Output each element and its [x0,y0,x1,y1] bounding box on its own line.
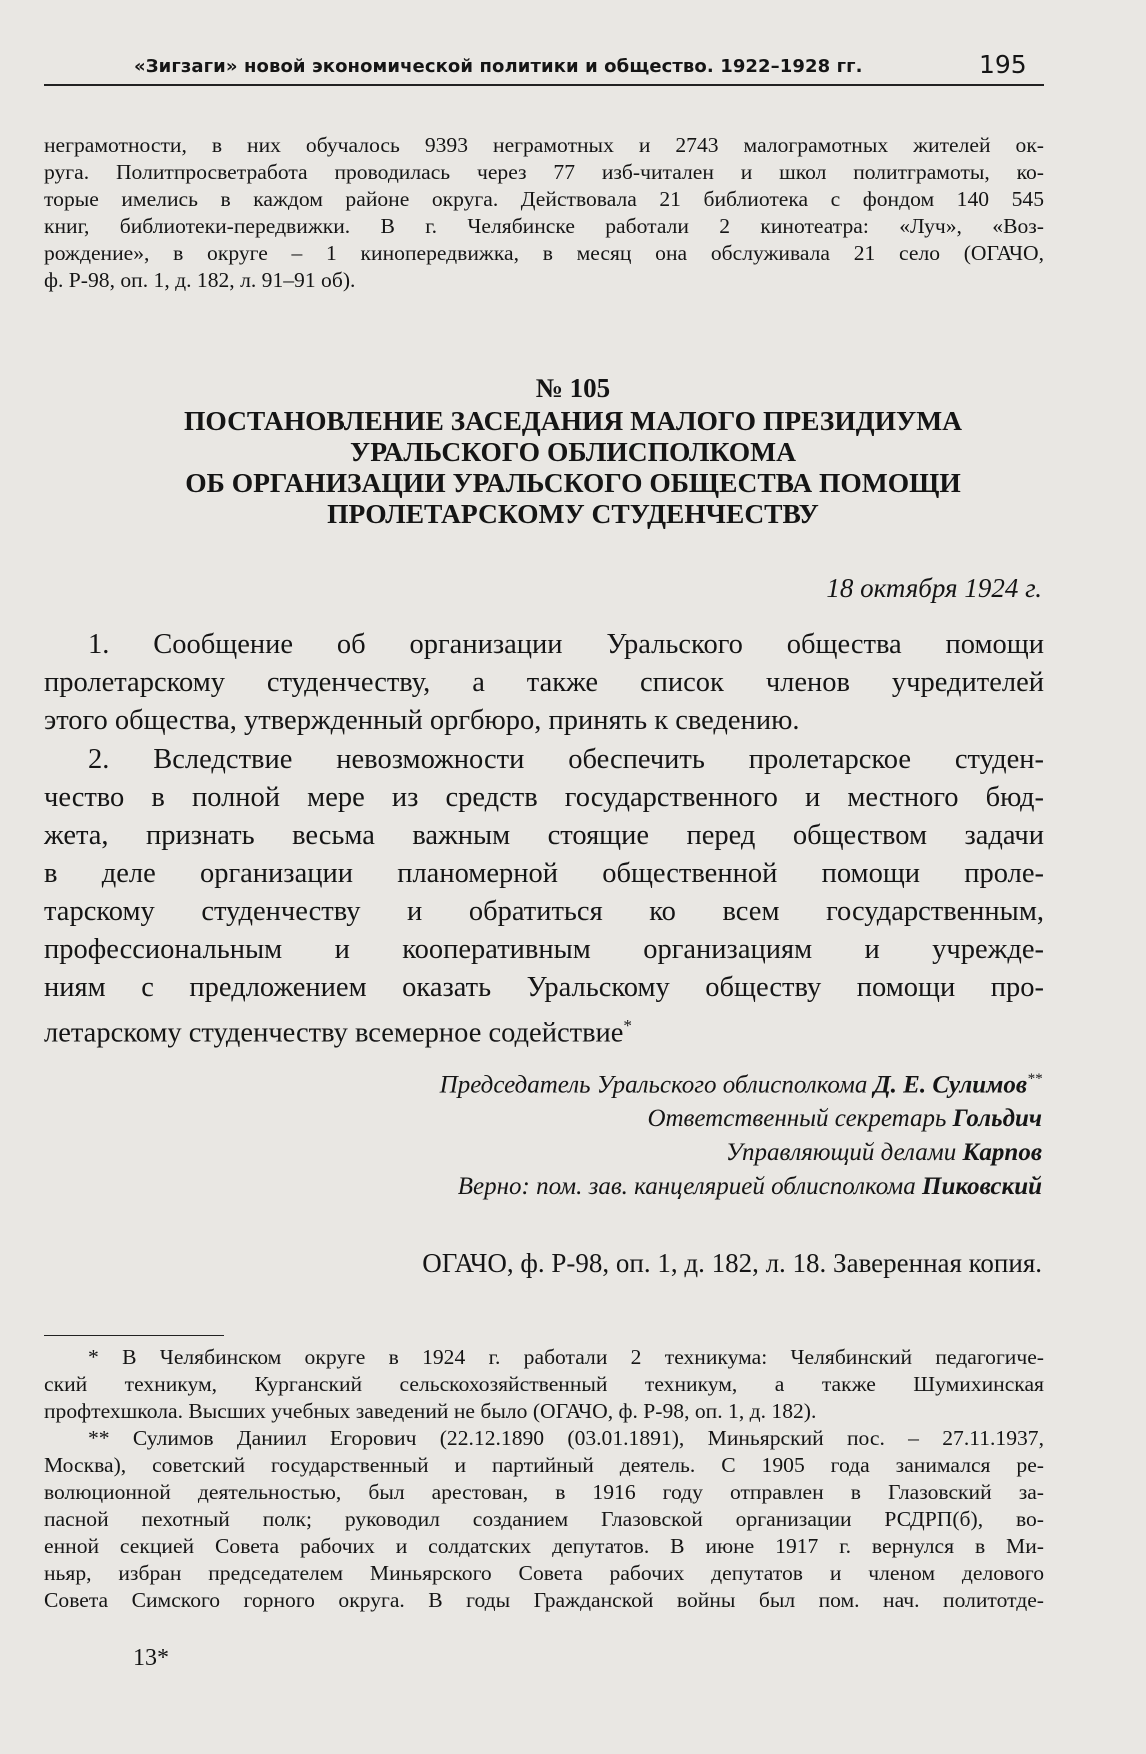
text-line: чество в полной мере из средств государственного и местного бюд- [44,782,1044,813]
title-line: ПОСТАНОВЛЕНИЕ ЗАСЕДАНИЯ МАЛОГО ПРЕЗИДИУМА [183,405,963,436]
document-number: № 105 [535,373,611,403]
intro-paragraph [44,132,1044,294]
footnote-divider [44,1335,224,1336]
paragraph-2 [44,741,1044,1053]
text-line: * В Челябинском округе в 1924 г. работали 2 техникума: Челябинский педагогиче- [88,1345,1044,1369]
paragraph-2-last-line: летарскому студенчеству всемерное содействие [44,1017,624,1049]
text-line: в деле организации планомерной общественной помощи проле- [44,858,1044,889]
text-line: 2. Вследствие невозможности обеспечить пролетарское студен- [88,744,1044,775]
text-line: тарскому студенчеству и обратиться ко всем государственным, [44,896,1044,927]
text-line: ньяр, избран председателем Миньярского Совета рабочих депутатов и членом делового [44,1561,1044,1585]
signature-line [44,1062,1042,1102]
text-line: Москва), советский государственный и партийный деятель. С 1905 года занимался ре- [44,1453,1044,1477]
footnotes [44,1344,1044,1614]
text-line: книг, библиотеки-передвижки. В г. Челябинске работали 2 кинотеатра: «Луч», «Воз- [44,214,1044,238]
signature-role: Председатель Уральского облисполкома [439,1071,868,1099]
signature-role: Ответственный секретарь [647,1105,947,1133]
text-line: Совета Симского горного округа. В годы Гражданской войны был пом. нач. политотде- [44,1588,1044,1612]
signature-role: Верно: пом. зав. канцелярией облисполкома [457,1173,916,1201]
signature-line [44,1136,1042,1170]
title-line: ПРОЛЕТАРСКОМУ СТУДЕНЧЕСТВУ [327,498,819,529]
signature-name: Гольдич [952,1105,1042,1133]
text-line: ниям с предложением оказать Уральскому обществу помощи про- [44,972,1044,1003]
text-line: профессиональным и кооперативным организациям и учрежде- [44,934,1044,965]
footnote-ref-1: * [623,1016,632,1035]
running-head-title: «Зигзаги» новой экономической политики и общество. 1922–1928 гг. [134,56,863,77]
text-line: ф. Р-98, оп. 1, д. 182, л. 91–91 об). [44,268,356,292]
signature-name: Д. Е. Сулимов [873,1071,1027,1099]
signature-line [44,1102,1042,1136]
signature-name: Пиковский [922,1173,1042,1201]
paragraph-1 [44,626,1044,740]
document-date: 18 октября 1924 г. [826,573,1042,603]
text-line: 1. Сообщение об организации Уральского общества помощи [88,629,1044,660]
running-head-rule [44,84,1044,86]
text-line: ** Сулимов Даниил Егорович (22.12.1890 (03.01.1891), Миньярский пос. – 27.11.1937, [88,1426,1044,1450]
footnote-2 [44,1425,1044,1614]
text-line: пасной пехотный полк; руководил созданием Глазовской организации РСДРП(б), во- [44,1507,1044,1531]
printer-signature-mark: 13* [133,1645,169,1671]
text-line: торые имелись в каждом районе округа. Действовала 21 библиотека с фондом 140 545 [44,187,1044,211]
text-line: неграмотности, в них обучалось 9393 неграмотных и 2743 малограмотных жителей ок- [44,133,1044,157]
text-line: волюционной деятельностью, был арестован, в 1916 году отправлен в Глазовский за- [44,1480,1044,1504]
signature-line [44,1170,1042,1204]
document-title [60,405,1086,529]
footnote-1 [44,1344,1044,1425]
running-head [44,50,1044,86]
page-number: 195 [979,50,1027,79]
text-line: этого общества, утвержденный оргбюро, принять к сведению. [44,705,800,736]
title-line: ОБ ОРГАНИЗАЦИИ УРАЛЬСКОГО ОБЩЕСТВА ПОМОЩИ [185,467,961,498]
footnote-ref-2: ** [1027,1071,1042,1087]
text-line: профтехшкола. Высших учебных заведений не было (ОГАЧО, ф. Р-98, оп. 1, д. 182). [44,1399,817,1423]
text-line: руга. Политпросветработа проводилась через 77 изб-читален и школ политграмоты, ко- [44,160,1044,184]
text-line [44,1007,1044,1053]
signature-name: Карпов [962,1139,1042,1167]
title-line: УРАЛЬСКОГО ОБЛИСПОЛКОМА [350,436,796,467]
text-line: енной секцией Совета рабочих и солдатских депутатов. В июне 1917 г. вернулся в Ми- [44,1534,1044,1558]
text-line: рождение», в округе – 1 кинопередвижка, в месяц она обслуживала 21 село (ОГАЧО, [44,241,1044,265]
archive-source: ОГАЧО, ф. Р-98, оп. 1, д. 182, л. 18. Заверенная копия. [422,1248,1042,1278]
text-line: ский техникум, Курганский сельскохозяйственный техникум, а также Шумихинская [44,1372,1044,1396]
text-line: пролетарскому студенчеству, а также список членов учредителей [44,667,1044,698]
text-line: жета, признать весьма важным стоящие перед обществом задачи [44,820,1044,851]
signatures [44,1062,1042,1204]
signature-role: Управляющий делами [725,1139,957,1167]
